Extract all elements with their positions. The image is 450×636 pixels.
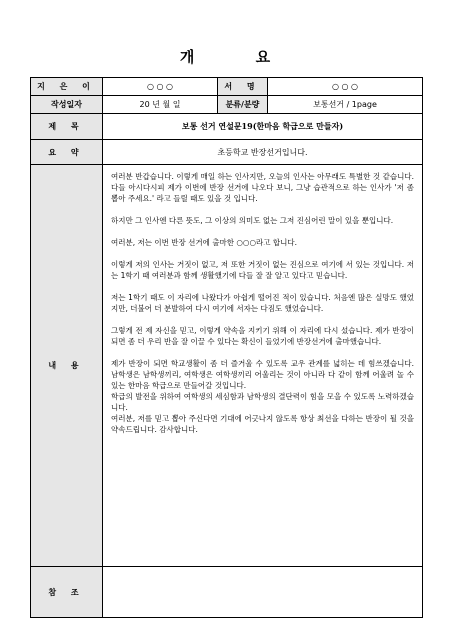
content-paragraph: 하지만 그 인사엔 다른 뜻도, 그 이상의 의미도 없는 그저 진심어린 말이 있을 뿐입니다. [111,216,394,226]
content-paragraph: 저는 1학기 때도 이 자리에 나왔다가 아쉽게 떨어진 적이 있습니다. 처음엔 많은 실망도 했었지만, 더불어 더 분발하여 다시 여기에 서자는 다짐도 했었습니다. [111,293,414,314]
content-body [103,165,423,567]
summary-value: 초등학교 반장선거입니다. [103,140,423,165]
content-paragraph: 여러분, 저는 이번 반장 선거에 출마한 ○○○라고 합니다. [111,238,297,248]
author-value: ○ ○ ○ [103,78,218,96]
signature-label: 서 명 [218,78,268,96]
content-paragraph: 이렇게 저의 인사는 거짓이 없고, 저 또한 거짓이 없는 진심으로 여기에 서 있는 것입니다. 저는 1학기 때 여러분과 함께 생활했기에 다들 잘 잘 알고 있다고 믿습니다. [111,260,414,281]
date-label: 작성일자 [31,95,103,113]
signature-value: ○ ○ ○ [268,78,423,96]
content-paragraph: 학급의 발전을 위하여 여학생의 세심함과 남학생의 결단력이 힘을 모을 수 있도록 노력하겠습니다. [111,392,414,413]
document-title: 개 요 [179,48,299,66]
summary-label: 요 약 [31,140,103,165]
content-paragraph: 그렇게 전 제 자신을 믿고, 이렇게 약속을 지키기 위해 이 자리에 다시 섰습니다. 제가 반장이 되면 좀 더 우리 반을 잘 이끌 수 있다는 확신이 들었기에 반장선거에 출마했습니다. [111,326,414,347]
reference-label: 참 조 [31,567,103,618]
subject-label: 제 목 [31,113,103,139]
category-label: 분류/분량 [218,95,268,113]
content-paragraph: 여러분, 저를 믿고 뽑아 주신다면 기대에 어긋나지 않도록 항상 최선을 다하는 반장이 될 것을 약속드립니다. 감사합니다. [111,414,414,435]
content-label: 내 용 [31,165,103,567]
subject-value: 보통 선거 연설문19(한마음 학급으로 만들자) [103,113,423,139]
author-label: 지 은 이 [31,78,103,96]
date-value: 20 년 월 일 [103,95,218,113]
reference-value [103,567,423,618]
summary-form-table [30,77,423,618]
content-paragraph: 제가 반장이 되면 학교생활이 좀 더 즐거울 수 있도록 교우 관계를 넓히는 데 힘쓰겠습니다. 남학생은 남학생끼리, 여학생은 여학생끼리 어울리는 것이 아니라 다 같이 함께 어울려 놀 수 있는 한마음 학급으로 만들어갈 것입니다. [111,359,414,391]
category-value: 보통선거 / 1page [268,95,423,113]
content-paragraph: 여러분 반갑습니다. 이렇게 매일 하는 인사지만, 오늘의 인사는 아무래도 특별한 것 같습니다. 다들 아시다시피 제가 이번에 반장 선거에 나오다 보니, 그냥 습관적으로 하는 인사가 '저 좀 뽑아 주세요.' 라고 들릴 때도 있을 것 입니다. [111,172,414,204]
